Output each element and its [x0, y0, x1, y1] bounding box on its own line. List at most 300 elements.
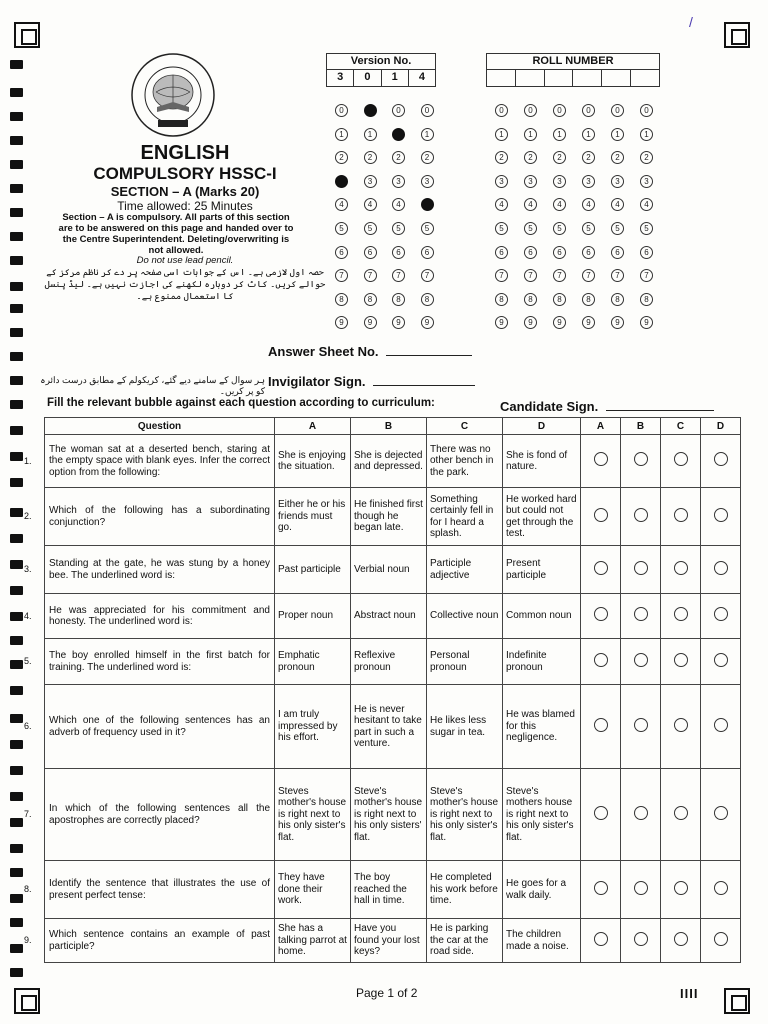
answer-cell-a	[581, 861, 621, 919]
digit-bubble[interactable]	[335, 175, 348, 188]
digit-bubble[interactable]: 7	[553, 269, 566, 282]
version-digit: 1	[382, 70, 409, 86]
answer-cell-b	[621, 594, 661, 639]
digit-bubble[interactable]: 3	[553, 175, 566, 188]
answer-bubble-a[interactable]	[594, 508, 608, 522]
digit-bubble[interactable]: 8	[392, 293, 405, 306]
answer-cell-d	[701, 639, 741, 685]
digit-bubble[interactable]: 7	[582, 269, 595, 282]
answer-bubble-d[interactable]	[714, 806, 728, 820]
digit-bubble[interactable]: 4	[611, 198, 624, 211]
option-c: Something certainly fell in for I heard a splash.	[427, 488, 503, 546]
answer-bubble-c[interactable]	[674, 607, 688, 621]
digit-bubble[interactable]: 9	[640, 316, 653, 329]
lead-pencil-note: Do not use lead pencil.	[136, 255, 234, 266]
digit-bubble[interactable]: 6	[335, 246, 348, 259]
answer-cell-c	[661, 769, 701, 861]
urdu-fill-instruction: ہر سوال کے سامنے دیے گئے، کریکولم کے مطابق درست دائرہ کو پر کریں۔	[40, 375, 265, 396]
question-number: 2.	[24, 511, 32, 521]
answer-bubble-a[interactable]	[594, 932, 608, 946]
option-a: She has a talking parrot at home.	[275, 919, 351, 963]
digit-bubble[interactable]: 5	[553, 222, 566, 235]
digit-bubble[interactable]: 4	[553, 198, 566, 211]
digit-bubble[interactable]: 2	[421, 151, 434, 164]
option-b: He is never hesitant to take part in such a venture.	[351, 685, 427, 769]
answer-bubble-c[interactable]	[674, 932, 688, 946]
digit-bubble[interactable]: 9	[392, 316, 405, 329]
digit-bubble[interactable]: 5	[524, 222, 537, 235]
digit-bubble[interactable]: 2	[640, 151, 653, 164]
digit-bubble[interactable]: 0	[524, 104, 537, 117]
digit-bubble[interactable]: 5	[640, 222, 653, 235]
digit-bubble[interactable]: 9	[335, 316, 348, 329]
answer-cell-c	[661, 546, 701, 594]
digit-bubble[interactable]: 7	[611, 269, 624, 282]
section-instructions: Section – A is compulsory. All parts of this section are to be answered on this page and handed over to the Centre Superintendent. Deleting/overwriting is not allowed.	[58, 212, 294, 256]
digit-bubble[interactable]: 0	[495, 104, 508, 117]
answer-bubble-d[interactable]	[714, 561, 728, 575]
digit-bubble[interactable]: 6	[392, 246, 405, 259]
margin-tick	[10, 740, 23, 749]
digit-bubble[interactable]: 7	[364, 269, 377, 282]
margin-tick	[10, 136, 23, 145]
digit-bubble[interactable]: 7	[524, 269, 537, 282]
option-d: Present participle	[503, 546, 581, 594]
option-c: He completed his work before time.	[427, 861, 503, 919]
margin-tick	[10, 766, 23, 775]
digit-bubble[interactable]: 6	[553, 246, 566, 259]
page-indicator: Page 1 of 2	[356, 986, 418, 1000]
urdu-instructions: حصہ اول لازمی ہے۔ اس کے جوابات اسی صفحہ پر دے کر ناظم مرکز کے حوالے کریں۔ کاٹ کر دوبارہ لکھنے کی اجازت نہیں ہے۔ لیڈ پنسل کا استعمال ممنوع ہے۔	[44, 267, 326, 301]
roll-digit-cell[interactable]	[573, 70, 602, 86]
answer-bubble-a[interactable]	[594, 607, 608, 621]
question-text: Which of the following has a subordinating conjunction?	[45, 488, 275, 546]
answer-cell-c	[661, 919, 701, 963]
digit-bubble[interactable]: 6	[364, 246, 377, 259]
invigilator-label: Invigilator Sign.	[268, 374, 366, 389]
digit-bubble[interactable]: 3	[524, 175, 537, 188]
digit-bubble[interactable]: 5	[421, 222, 434, 235]
answer-cell-a	[581, 488, 621, 546]
answer-cell-a	[581, 435, 621, 488]
answer-bubble-a[interactable]	[594, 452, 608, 466]
margin-tick	[10, 400, 23, 409]
option-a: They have done their work.	[275, 861, 351, 919]
margin-tick	[10, 184, 23, 193]
option-c: Personal pronoun	[427, 639, 503, 685]
digit-bubble[interactable]: 6	[495, 246, 508, 259]
digit-bubble[interactable]: 1	[640, 128, 653, 141]
margin-tick	[10, 208, 23, 217]
digit-bubble[interactable]: 0	[582, 104, 595, 117]
answer-cell-a	[581, 769, 621, 861]
answer-bubble-d[interactable]	[714, 881, 728, 895]
candidate-label: Candidate Sign.	[500, 399, 599, 414]
candidate-sign-input[interactable]	[606, 399, 714, 411]
option-c: He likes less sugar in tea.	[427, 685, 503, 769]
corner-registration-mark	[14, 22, 40, 48]
margin-tick	[10, 376, 23, 385]
digit-bubble[interactable]: 4	[582, 198, 595, 211]
margin-tick	[10, 714, 23, 723]
digit-bubble[interactable]	[392, 128, 405, 141]
answer-bubble-a[interactable]	[594, 718, 608, 732]
answer-bubble-a[interactable]	[594, 806, 608, 820]
answer-cell-a	[581, 546, 621, 594]
answer-bubble-b[interactable]	[634, 607, 648, 621]
margin-tick	[10, 508, 23, 517]
margin-tick	[10, 894, 23, 903]
digit-bubble[interactable]: 6	[640, 246, 653, 259]
answer-bubble-a[interactable]	[594, 653, 608, 667]
digit-bubble[interactable]: 7	[392, 269, 405, 282]
answer-bubble-d[interactable]	[714, 452, 728, 466]
answer-bubble-b[interactable]	[634, 561, 648, 575]
digit-bubble[interactable]: 2	[582, 151, 595, 164]
digit-bubble[interactable]: 8	[553, 293, 566, 306]
digit-bubble[interactable]: 1	[524, 128, 537, 141]
option-d: Common noun	[503, 594, 581, 639]
option-b: Reflexive pronoun	[351, 639, 427, 685]
column-header: Question	[45, 418, 275, 435]
digit-bubble[interactable]: 1	[553, 128, 566, 141]
question-number: 7.	[24, 809, 32, 819]
margin-tick	[10, 792, 23, 801]
question-text: He was appreciated for his commitment and honesty. The underlined word is:	[45, 594, 275, 639]
digit-bubble[interactable]: 2	[495, 151, 508, 164]
option-a: I am truly impressed by his effort.	[275, 685, 351, 769]
answer-cell-b	[621, 435, 661, 488]
answer-cell-a	[581, 685, 621, 769]
table-row	[45, 769, 741, 861]
digit-bubble[interactable]: 8	[364, 293, 377, 306]
digit-bubble[interactable]: 0	[553, 104, 566, 117]
margin-tick	[10, 612, 23, 621]
margin-tick	[10, 426, 23, 435]
answer-cell-b	[621, 546, 661, 594]
answer-bubble-c[interactable]	[674, 881, 688, 895]
digit-bubble[interactable]	[364, 104, 377, 117]
corner-registration-mark	[724, 22, 750, 48]
question-text: The boy enrolled himself in the first batch for training. The underlined word is:	[45, 639, 275, 685]
table-header-row	[45, 418, 741, 435]
table-row	[45, 488, 741, 546]
option-a: Steves mother's house is right next to his only sister's flat.	[275, 769, 351, 861]
digit-bubble[interactable]: 9	[553, 316, 566, 329]
answer-bubble-b[interactable]	[634, 653, 648, 667]
digit-bubble[interactable]: 8	[582, 293, 595, 306]
answer-sheet-input[interactable]	[386, 344, 472, 356]
digit-bubble[interactable]: 2	[335, 151, 348, 164]
column-header: B	[351, 418, 427, 435]
answer-bubble-b[interactable]	[634, 806, 648, 820]
digit-bubble[interactable]: 0	[335, 104, 348, 117]
digit-bubble[interactable]: 9	[611, 316, 624, 329]
margin-tick	[10, 968, 23, 977]
answer-bubble-a[interactable]	[594, 561, 608, 575]
digit-bubble[interactable]: 4	[392, 198, 405, 211]
digit-bubble[interactable]: 5	[611, 222, 624, 235]
option-d: She is fond of nature.	[503, 435, 581, 488]
answer-cell-d	[701, 919, 741, 963]
time-allowed: Time allowed: 25 Minutes	[117, 199, 253, 213]
digit-bubble[interactable]: 5	[335, 222, 348, 235]
option-d: The children made a noise.	[503, 919, 581, 963]
digit-bubble[interactable]: 6	[524, 246, 537, 259]
corner-registration-mark	[14, 988, 40, 1014]
digit-bubble[interactable]: 2	[364, 151, 377, 164]
answer-cell-a	[581, 639, 621, 685]
option-b: Verbial noun	[351, 546, 427, 594]
margin-tick	[10, 868, 23, 877]
version-label: Version No.	[327, 54, 435, 70]
table-row	[45, 594, 741, 639]
question-text: Which one of the following sentences has an adverb of frequency used in it?	[45, 685, 275, 769]
option-b: He finished first though he began late.	[351, 488, 427, 546]
table-row	[45, 861, 741, 919]
answer-cell-d	[701, 435, 741, 488]
digit-bubble[interactable]: 1	[611, 128, 624, 141]
option-d: He worked hard but could not get through the test.	[503, 488, 581, 546]
digit-bubble[interactable]: 9	[524, 316, 537, 329]
option-b: Abstract noun	[351, 594, 427, 639]
margin-tick	[10, 352, 23, 361]
digit-bubble[interactable]: 7	[640, 269, 653, 282]
digit-bubble[interactable]: 9	[421, 316, 434, 329]
digit-bubble[interactable]: 1	[582, 128, 595, 141]
answer-bubble-b[interactable]	[634, 881, 648, 895]
digit-bubble[interactable]: 6	[611, 246, 624, 259]
answer-bubble-b[interactable]	[634, 508, 648, 522]
roll-digit-cell[interactable]	[545, 70, 574, 86]
margin-tick	[10, 282, 23, 291]
option-a: Past participle	[275, 546, 351, 594]
digit-bubble[interactable]: 3	[611, 175, 624, 188]
margin-tick	[10, 328, 23, 337]
digit-bubble[interactable]: 2	[611, 151, 624, 164]
version-number-box	[326, 53, 436, 87]
margin-tick	[10, 686, 23, 695]
question-text: In which of the following sentences all the apostrophes are correctly placed?	[45, 769, 275, 861]
fill-instruction: Fill the relevant bubble against each question according to curriculum:	[47, 397, 435, 409]
answer-cell-c	[661, 639, 701, 685]
answer-cell-c	[661, 594, 701, 639]
digit-bubble[interactable]: 8	[421, 293, 434, 306]
option-b: Steve's mother's house is right next to his only sisters' flat.	[351, 769, 427, 861]
margin-tick	[10, 818, 23, 827]
digit-bubble[interactable]: 3	[421, 175, 434, 188]
digit-bubble[interactable]: 4	[495, 198, 508, 211]
answer-bubble-c[interactable]	[674, 452, 688, 466]
answer-bubble-c[interactable]	[674, 718, 688, 732]
question-number: 3.	[24, 564, 32, 574]
column-header: A	[275, 418, 351, 435]
answer-cell-b	[621, 769, 661, 861]
digit-bubble[interactable]: 5	[364, 222, 377, 235]
digit-bubble[interactable]: 9	[495, 316, 508, 329]
answer-cell-a	[581, 594, 621, 639]
digit-bubble[interactable]: 0	[421, 104, 434, 117]
option-d: Steve's mothers house is right next to his only sister's flat.	[503, 769, 581, 861]
column-header: B	[621, 418, 661, 435]
answer-bubble-b[interactable]	[634, 452, 648, 466]
digit-bubble[interactable]: 0	[611, 104, 624, 117]
answer-bubble-a[interactable]	[594, 881, 608, 895]
answer-cell-b	[621, 919, 661, 963]
option-a: Emphatic pronoun	[275, 639, 351, 685]
digit-bubble[interactable]: 8	[335, 293, 348, 306]
margin-tick	[10, 478, 23, 487]
margin-tick	[10, 918, 23, 927]
answer-bubble-d[interactable]	[714, 607, 728, 621]
answer-bubble-c[interactable]	[674, 561, 688, 575]
digit-bubble[interactable]: 3	[495, 175, 508, 188]
roll-number-box	[486, 53, 660, 87]
answer-bubble-b[interactable]	[634, 932, 648, 946]
margin-tick	[10, 60, 23, 69]
answer-cell-d	[701, 685, 741, 769]
answer-cell-c	[661, 435, 701, 488]
roll-number-label: ROLL NUMBER	[487, 54, 659, 70]
roll-digit-cell[interactable]	[516, 70, 545, 86]
digit-bubble[interactable]: 3	[582, 175, 595, 188]
answer-cell-b	[621, 488, 661, 546]
roll-digit-cell[interactable]	[487, 70, 516, 86]
answer-bubble-d[interactable]	[714, 932, 728, 946]
margin-tick	[10, 636, 23, 645]
answer-bubble-c[interactable]	[674, 653, 688, 667]
answer-cell-a	[581, 919, 621, 963]
margin-tick	[10, 452, 23, 461]
digit-bubble[interactable]: 5	[392, 222, 405, 235]
column-header: A	[581, 418, 621, 435]
answer-bubble-c[interactable]	[674, 806, 688, 820]
answer-cell-c	[661, 685, 701, 769]
option-d: Indefinite pronoun	[503, 639, 581, 685]
digit-bubble[interactable]: 5	[582, 222, 595, 235]
roll-digit-cell[interactable]	[631, 70, 659, 86]
digit-bubble[interactable]: 4	[364, 198, 377, 211]
margin-tick	[10, 844, 23, 853]
digit-bubble[interactable]: 8	[640, 293, 653, 306]
margin-tick	[10, 256, 23, 265]
board-logo	[130, 52, 216, 138]
option-a: Either he or his friends must go.	[275, 488, 351, 546]
digit-bubble[interactable]: 1	[421, 128, 434, 141]
digit-bubble[interactable]: 9	[582, 316, 595, 329]
invigilator-sign-field	[268, 374, 475, 389]
margin-tick	[10, 160, 23, 169]
option-b: She is dejected and depressed.	[351, 435, 427, 488]
digit-bubble[interactable]: 3	[364, 175, 377, 188]
option-c: Collective noun	[427, 594, 503, 639]
roll-digit-cell[interactable]	[602, 70, 631, 86]
section-heading: SECTION – A (Marks 20)	[110, 184, 260, 199]
answer-bubble-b[interactable]	[634, 718, 648, 732]
option-d: He goes for a walk daily.	[503, 861, 581, 919]
question-text: The woman sat at a deserted bench, staring at the empty space with blank eyes. Infer the correct option from the following:	[45, 435, 275, 488]
question-number: 1.	[24, 455, 32, 466]
answer-bubble-d[interactable]	[714, 508, 728, 522]
column-header: C	[427, 418, 503, 435]
digit-bubble[interactable]: 6	[421, 246, 434, 259]
invigilator-sign-input[interactable]	[373, 374, 475, 386]
digit-bubble[interactable]	[421, 198, 434, 211]
answer-bubble-d[interactable]	[714, 653, 728, 667]
digit-bubble[interactable]: 3	[392, 175, 405, 188]
question-text: Standing at the gate, he was stung by a honey bee. The underlined word is:	[45, 546, 275, 594]
margin-tick	[10, 560, 23, 569]
digit-bubble[interactable]: 9	[364, 316, 377, 329]
table-row	[45, 435, 741, 488]
digit-bubble[interactable]: 2	[392, 151, 405, 164]
answer-bubble-c[interactable]	[674, 508, 688, 522]
answer-sheet-field	[268, 344, 472, 359]
digit-bubble[interactable]: 1	[335, 128, 348, 141]
digit-bubble[interactable]: 4	[640, 198, 653, 211]
table-row	[45, 919, 741, 963]
subject-title: ENGLISH	[140, 142, 230, 164]
option-a: She is enjoying the situation.	[275, 435, 351, 488]
digit-bubble[interactable]: 5	[495, 222, 508, 235]
digit-bubble[interactable]: 7	[335, 269, 348, 282]
answer-cell-d	[701, 488, 741, 546]
digit-bubble[interactable]: 2	[524, 151, 537, 164]
question-number: 9.	[24, 935, 32, 945]
margin-tick	[10, 534, 23, 543]
digit-bubble[interactable]: 1	[495, 128, 508, 141]
digit-bubble[interactable]: 2	[553, 151, 566, 164]
digit-bubble[interactable]: 8	[611, 293, 624, 306]
margin-tick	[10, 304, 23, 313]
margin-tick	[10, 586, 23, 595]
question-number: 8.	[24, 884, 32, 894]
digit-bubble[interactable]: 4	[335, 198, 348, 211]
subject-subtitle: COMPULSORY HSSC-I	[93, 164, 277, 183]
corner-registration-mark	[724, 988, 750, 1014]
digit-bubble[interactable]: 7	[495, 269, 508, 282]
option-a: Proper noun	[275, 594, 351, 639]
question-number: 6.	[24, 721, 32, 731]
version-digit: 0	[354, 70, 381, 86]
digit-bubble[interactable]: 0	[392, 104, 405, 117]
answer-cell-c	[661, 488, 701, 546]
digit-bubble[interactable]: 8	[524, 293, 537, 306]
digit-bubble[interactable]: 7	[421, 269, 434, 282]
column-header: C	[661, 418, 701, 435]
option-b: The boy reached the hall in time.	[351, 861, 427, 919]
margin-tick	[10, 660, 23, 669]
column-header: D	[701, 418, 741, 435]
digit-bubble[interactable]: 4	[524, 198, 537, 211]
option-c: There was no other bench in the park.	[427, 435, 503, 488]
pen-mark: /	[689, 14, 693, 30]
answer-bubble-d[interactable]	[714, 718, 728, 732]
digit-bubble[interactable]: 3	[640, 175, 653, 188]
answer-cell-d	[701, 861, 741, 919]
margin-tick	[10, 232, 23, 241]
digit-bubble[interactable]: 0	[640, 104, 653, 117]
column-header: D	[503, 418, 581, 435]
digit-bubble[interactable]: 8	[495, 293, 508, 306]
option-b: Have you found your lost keys?	[351, 919, 427, 963]
digit-bubble[interactable]: 6	[582, 246, 595, 259]
digit-bubble[interactable]: 1	[364, 128, 377, 141]
candidate-sign-field	[500, 399, 714, 414]
question-text: Which sentence contains an example of past participle?	[45, 919, 275, 963]
answer-cell-b	[621, 639, 661, 685]
question-table	[44, 417, 741, 963]
